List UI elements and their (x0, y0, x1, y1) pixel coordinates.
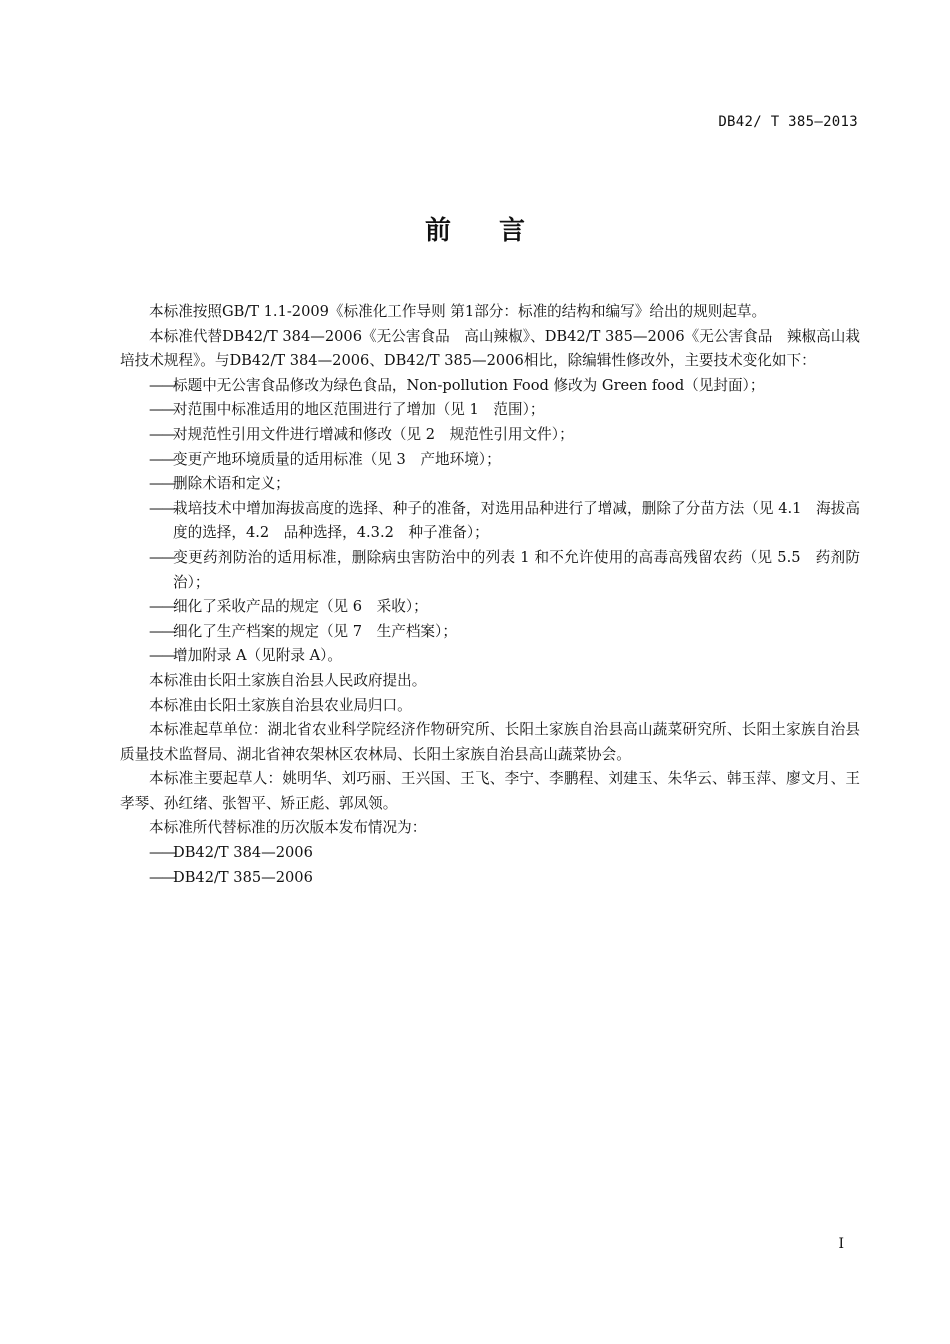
dash-marker: —— (149, 475, 175, 493)
paragraph-proposer: 本标准由长阳土家族自治县人民政府提出。 (149, 671, 427, 689)
paragraph-drafters: 本标准主要起草人：姚明华、刘巧丽、王兴国、王飞、李宁、李鹏程、刘建玉、朱华云、韩玉萍、廖文月、王孝琴、孙红绪、张智平、矫正彪、郭凤领。 (120, 770, 860, 812)
dash-marker: —— (149, 425, 175, 443)
standard-code: DB42/ T 385—2013 (718, 114, 858, 130)
paragraph-drafting-rules: 本标准按照GB/T 1.1-2009《标准化工作导则 第1部分：标准的结构和编写》给出的规则起草。 (149, 303, 767, 320)
paragraph-history-intro: 本标准所代替标准的历次版本发布情况为： (149, 819, 427, 837)
dash-marker: —— (149, 622, 175, 640)
dash-marker: —— (149, 548, 175, 566)
change-item: ——删除术语和定义； (120, 472, 860, 497)
dash-marker: —— (149, 647, 175, 665)
dash-marker: —— (149, 598, 175, 616)
dash-marker: —— (149, 499, 175, 517)
dash-marker: —— (149, 844, 175, 862)
dash-marker: —— (149, 401, 175, 419)
paragraph-drafting-units: 本标准起草单位：湖北省农业科学院经济作物研究所、长阳土家族自治县高山蔬菜研究所、长阳土家族自治县质量技术监督局、湖北省神农架林区农林局、长阳土家族自治县高山蔬菜协会。 (120, 721, 860, 763)
change-item: ——栽培技术中增加海拔高度的选择、种子的准备，对选用品种进行了增减，删除了分苗方法（见 4.1 海拔高度的选择，4.2 品种选择，4.3.2 种子准备）； (120, 497, 860, 546)
document-body (120, 300, 860, 890)
page-number: I (838, 1236, 844, 1252)
history-item: ——DB42/T 384—2006 (120, 841, 860, 866)
change-item: ——对规范性引用文件进行增减和修改（见 2 规范性引用文件）； (120, 423, 860, 448)
dash-marker: —— (149, 868, 175, 886)
dash-marker: —— (149, 376, 175, 394)
change-item: ——细化了生产档案的规定（见 7 生产档案）； (120, 620, 860, 645)
change-item: ——细化了采收产品的规定（见 6 采收）； (120, 595, 860, 620)
history-item: ——DB42/T 385—2006 (120, 866, 860, 891)
page-title: 前言 (424, 216, 573, 246)
change-item: ——对范围中标准适用的地区范围进行了增加（见 1 范围）； (120, 398, 860, 423)
dash-marker: —— (149, 450, 175, 468)
change-item: ——变更产地环境质量的适用标准（见 3 产地环境）； (120, 448, 860, 473)
change-item: ——增加附录 A（见附录 A）。 (120, 644, 860, 669)
change-item: ——标题中无公害食品修改为绿色食品，Non-pollution Food 修改为 Green food（见封面）； (120, 374, 860, 399)
paragraph-centralized: 本标准由长阳土家族自治县农业局归口。 (149, 696, 412, 714)
change-item: ——变更药剂防治的适用标准，删除病虫害防治中的列表 1 和不允许使用的高毒高残留农药（见 5.5 药剂防治）； (120, 546, 860, 595)
paragraph-replacement: 本标准代替DB42/T 384—2006《无公害食品 高山辣椒》、DB42/T 385—2006《无公害食品 辣椒高山栽培技术规程》。与DB42/T 384—2006、DB42/T 385—2006相比，除编辑性修改外，主要技术变化如下： (120, 327, 860, 370)
